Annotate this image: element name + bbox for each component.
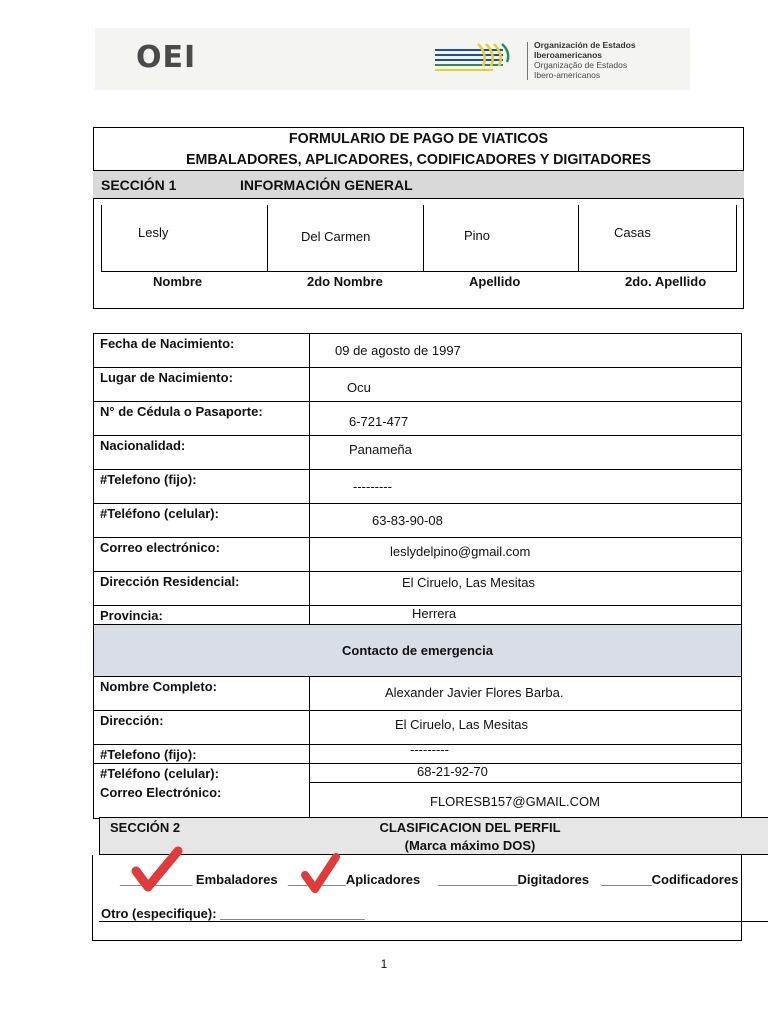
second-name-label: 2do Nombre	[307, 274, 383, 289]
section2-divider	[99, 921, 768, 922]
second-name-value: Del Carmen	[301, 229, 371, 244]
names-divider	[101, 205, 102, 272]
names-divider	[423, 205, 424, 272]
option-embaladores[interactable]: __________ Embaladores	[120, 872, 278, 887]
option-digitadores[interactable]: ___________Digitadores	[438, 872, 590, 887]
nationality-value: Panameña	[349, 442, 412, 457]
address-value: El Ciruelo, Las Mesitas	[402, 575, 535, 590]
names-divider	[267, 205, 268, 272]
emergency-name-label: Nombre Completo:	[94, 677, 310, 711]
table-row	[94, 606, 742, 625]
emergency-address-value: El Ciruelo, Las Mesitas	[395, 717, 528, 732]
names-divider	[736, 205, 737, 272]
birth-place-label: Lugar de Nacimiento:	[94, 368, 310, 402]
id-label: N° de Cédula o Pasaporte:	[94, 402, 310, 436]
oei-stripes-logo	[433, 40, 528, 74]
birth-place-value: Ocu	[347, 380, 371, 395]
form-title: FORMULARIO DE PAGO DE VIATICOS	[288, 130, 549, 147]
table-row	[94, 402, 742, 436]
emergency-address-label: Dirección:	[94, 711, 310, 745]
logo-divider	[527, 42, 528, 80]
section2-box	[92, 855, 742, 941]
section2-title: CLASIFICACION DEL PERFIL (Marca máximo DOS)	[379, 820, 561, 853]
phone-label: #Telefono (fijo):	[94, 470, 310, 504]
last-name-value: Pino	[464, 228, 491, 243]
emergency-heading: Contacto de emergencia	[94, 625, 742, 677]
section1-header	[93, 170, 744, 199]
second-last-name-label: 2do. Apellido	[625, 274, 707, 289]
phone-value: ---------	[353, 479, 392, 494]
table-row	[94, 504, 742, 538]
emergency-name-value: Alexander Javier Flores Barba.	[385, 685, 564, 700]
organization-name: Organización de Estados Iberoamericanos Organização de Estados Ibero-americanos	[534, 40, 636, 80]
form-subtitle: EMBALADORES, APLICADORES, CODIFICADORES Y DIGITADORES	[185, 151, 652, 168]
table-row	[94, 764, 742, 783]
table-row	[94, 745, 742, 764]
option-aplicadores[interactable]: ________Aplicadores	[288, 872, 421, 887]
checkmark-icon	[130, 845, 186, 895]
table-row	[94, 625, 742, 677]
mobile-value: 63-83-90-08	[372, 513, 443, 528]
email-value: leslydelpino@gmail.com	[390, 544, 531, 559]
table-row	[94, 677, 742, 711]
option-codificadores[interactable]: _______Codificadores	[601, 872, 739, 887]
table-row	[94, 470, 742, 504]
emergency-mobile-value: 68-21-92-70	[417, 764, 488, 779]
table-row	[94, 783, 742, 819]
province-label: Provincia:	[94, 606, 310, 625]
emergency-phone-label: #Telefono (fijo):	[94, 745, 310, 764]
personal-info-table	[93, 333, 742, 819]
table-row	[94, 334, 742, 368]
table-row	[94, 711, 742, 745]
checkmark-icon	[300, 851, 344, 895]
table-row	[94, 572, 742, 606]
birth-date-value: 09 de agosto de 1997	[335, 343, 461, 358]
emergency-phone-value: ---------	[410, 742, 449, 757]
names-divider	[578, 205, 579, 272]
other-specify: Otro (especifique): ____________________	[101, 906, 365, 921]
table-row	[94, 368, 742, 402]
table-row	[94, 538, 742, 572]
address-label: Dirección Residencial:	[94, 572, 310, 606]
oei-logo: OEI	[136, 40, 197, 75]
section2-number: SECCIÓN 2	[110, 820, 181, 835]
first-name-value: Lesly	[138, 225, 169, 240]
mobile-label: #Teléfono (celular):	[94, 504, 310, 538]
email-label: Correo electrónico:	[94, 538, 310, 572]
emergency-email-value: FLORESB157@GMAIL.COM	[430, 794, 600, 809]
table-row	[94, 436, 742, 470]
second-last-name-value: Casas	[614, 225, 651, 240]
emergency-mobile-label: #Teléfono (celular):	[94, 764, 310, 783]
province-value: Herrera	[412, 606, 457, 621]
last-name-label: Apellido	[469, 274, 521, 289]
birth-date-label: Fecha de Nacimiento:	[94, 334, 310, 368]
first-name-label: Nombre	[153, 274, 203, 289]
emergency-email-label: Correo Electrónico:	[94, 783, 310, 819]
section1-number: SECCIÓN 1	[101, 177, 177, 193]
page-number: 1	[380, 957, 388, 971]
section1-title: INFORMACIÓN GENERAL	[240, 177, 413, 193]
id-value: 6-721-477	[349, 414, 409, 429]
nationality-label: Nacionalidad:	[94, 436, 310, 470]
